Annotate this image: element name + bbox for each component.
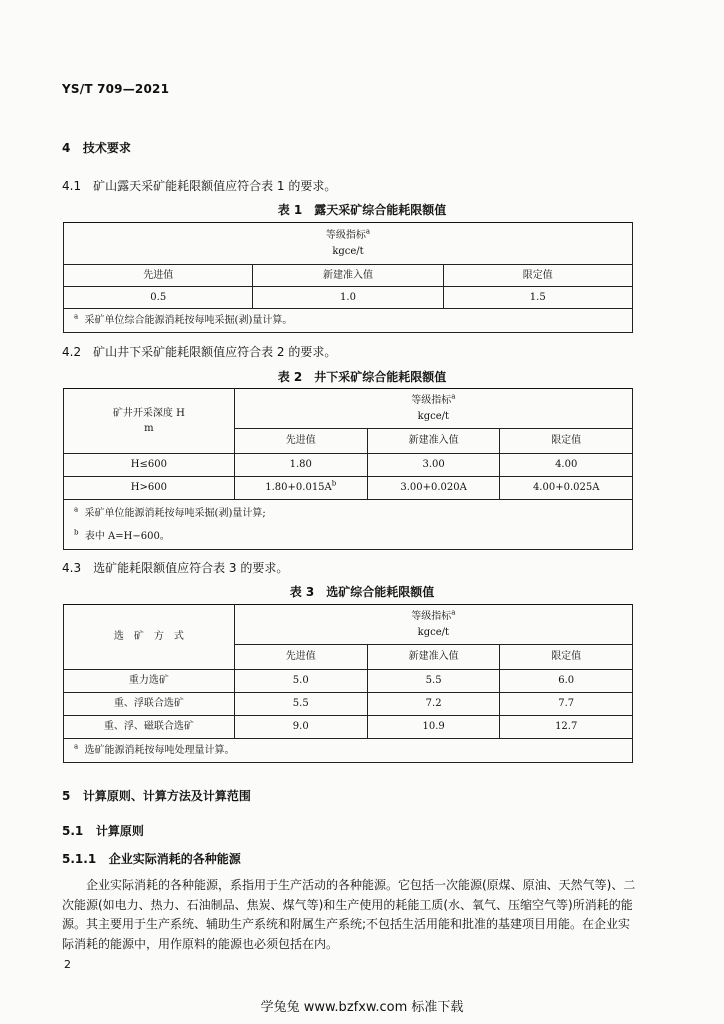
section-title: 计算原则: [95, 824, 144, 838]
table-cell: 9.0: [234, 716, 367, 739]
footnote-mark: b: [74, 528, 79, 537]
table-cell: 5.5: [234, 693, 367, 716]
table-3-footnote: [64, 739, 633, 763]
footnote-mark: a: [365, 227, 371, 236]
table-2-footnotes: [64, 500, 633, 550]
table-2: [63, 388, 633, 550]
table-row: [64, 670, 633, 693]
table-cell: [234, 477, 367, 500]
footnote-mark: a: [74, 742, 79, 751]
footnote-mark: a: [451, 392, 456, 401]
table-2-indicator-header: [234, 389, 632, 429]
table-cell: H>600: [64, 477, 235, 500]
section-5-heading: [62, 787, 251, 804]
table-cell: 3.00+0.020A: [367, 477, 500, 500]
section-title: 计算原则、计算方法及计算范围: [82, 789, 251, 803]
table-1-footnote: [64, 309, 633, 333]
table-cell: 重力选矿: [64, 670, 235, 693]
section-number: 4: [62, 141, 71, 155]
footnote-mark: a: [74, 312, 79, 321]
section-number: 5.1: [62, 824, 84, 838]
table-2-row-header: [64, 389, 235, 454]
table-cell: 4.00: [500, 454, 633, 477]
column-header-advanced: 先进值: [64, 265, 253, 287]
indicator-label: 等级指标: [411, 611, 452, 622]
column-header-limit: 限定值: [500, 429, 633, 454]
table-1-caption: 表 1 露天采矿综合能耗限额值: [277, 203, 447, 217]
body-paragraph: 企业实际消耗的各种能源，系指用于生产活动的各种能源。它包括一次能源(原煤、原油、天然气等)、二次能源(如电力、热力、石油制品、焦炭、煤气等)和生产使用的耗能工质(水、氧气、压缩空气等)所消耗的能源。其主要用于生产系统、辅助生产系统和附属生产系统;不包括生活用能和批准的基建项目用能。在企业实际消耗的能源中，用作原料的能源也必须包括在内。: [62, 878, 636, 951]
clause-4-3: 4.3 选矿能耗限额值应符合表 3 的要求。: [62, 561, 289, 575]
column-header-limit: 限定值: [500, 645, 633, 670]
column-header-advanced: 先进值: [234, 645, 367, 670]
table-row: [64, 477, 633, 500]
section-5-1-1-heading: [62, 850, 241, 867]
clause-4-2: 4.2 矿山井下采矿能耗限额值应符合表 2 的要求。: [62, 345, 337, 359]
unit-label: kgce/t: [332, 245, 364, 257]
row-header-unit: m: [144, 423, 154, 434]
indicator-label: 等级指标: [411, 395, 452, 406]
table-cell: 0.5: [64, 287, 253, 309]
indicator-label: 等级指标: [325, 230, 366, 241]
footnote-text: 选矿能源消耗按每吨处理量计算。: [84, 744, 235, 756]
table-cell: 1.0: [253, 287, 443, 309]
table-cell: 5.5: [367, 670, 500, 693]
document-header: YS/T 709—2021: [62, 82, 170, 96]
section-5-1-heading: [62, 822, 144, 839]
row-header-label: 矿井开采深度 H: [112, 407, 185, 419]
table-cell: 5.0: [234, 670, 367, 693]
cell-value: 1.80+0.015A: [265, 482, 332, 494]
table-row: [64, 454, 633, 477]
table-3-caption: 表 3 选矿综合能耗限额值: [289, 585, 435, 599]
table-row: [64, 693, 633, 716]
column-header-new-entry: 新建准入值: [253, 265, 443, 287]
watermark-footer: 学兔兔 www.bzfxw.com 标准下载: [260, 1000, 464, 1015]
table-3-indicator-header: [234, 605, 632, 645]
column-header-new-entry: 新建准入值: [367, 429, 500, 454]
footnote-text: 采矿单位能源消耗按每吨采掘(剥)量计算;: [84, 507, 266, 519]
table-cell: 12.7: [500, 716, 633, 739]
footnote-text: 采矿单位综合能源消耗按每吨采掘(剥)量计算。: [84, 314, 293, 326]
table-cell: 1.80: [234, 454, 367, 477]
unit-label: kgce/t: [417, 410, 450, 422]
table-3: [63, 604, 633, 763]
column-header-advanced: 先进值: [234, 429, 367, 454]
column-header-limit: 限定值: [443, 265, 633, 287]
table-cell: 重、浮、磁联合选矿: [64, 716, 235, 739]
table-cell: 7.2: [367, 693, 500, 716]
section-4-heading: [62, 139, 131, 156]
table-1-indicator-header: [64, 223, 633, 265]
table-row: [64, 716, 633, 739]
footnote-text: 表中 A=H−600。: [84, 530, 170, 542]
table-1: [63, 222, 633, 333]
table-2-caption: 表 2 井下采矿综合能耗限额值: [277, 370, 447, 384]
section-title: 企业实际消耗的各种能源: [108, 852, 241, 866]
table-cell: 10.9: [367, 716, 500, 739]
footnote-mark: a: [74, 505, 79, 514]
page-number: 2: [64, 958, 71, 971]
unit-label: kgce/t: [417, 626, 450, 638]
footnote-mark: b: [331, 479, 337, 488]
table-3-row-header: 选 矿 方 式: [64, 605, 235, 670]
column-header-new-entry: 新建准入值: [367, 645, 500, 670]
table-cell: 7.7: [500, 693, 633, 716]
table-cell: 6.0: [500, 670, 633, 693]
clause-4-1: 4.1 矿山露天采矿能耗限额值应符合表 1 的要求。: [62, 179, 337, 193]
table-cell: 3.00: [367, 454, 500, 477]
footnote-mark: a: [451, 608, 456, 617]
section-title: 技术要求: [82, 141, 131, 155]
table-cell: 1.5: [443, 287, 633, 309]
table-cell: 重、浮联合选矿: [64, 693, 235, 716]
section-number: 5.1.1: [62, 852, 97, 866]
section-number: 5: [62, 789, 71, 803]
table-cell: 4.00+0.025A: [500, 477, 633, 500]
table-cell: H≤600: [64, 454, 235, 477]
